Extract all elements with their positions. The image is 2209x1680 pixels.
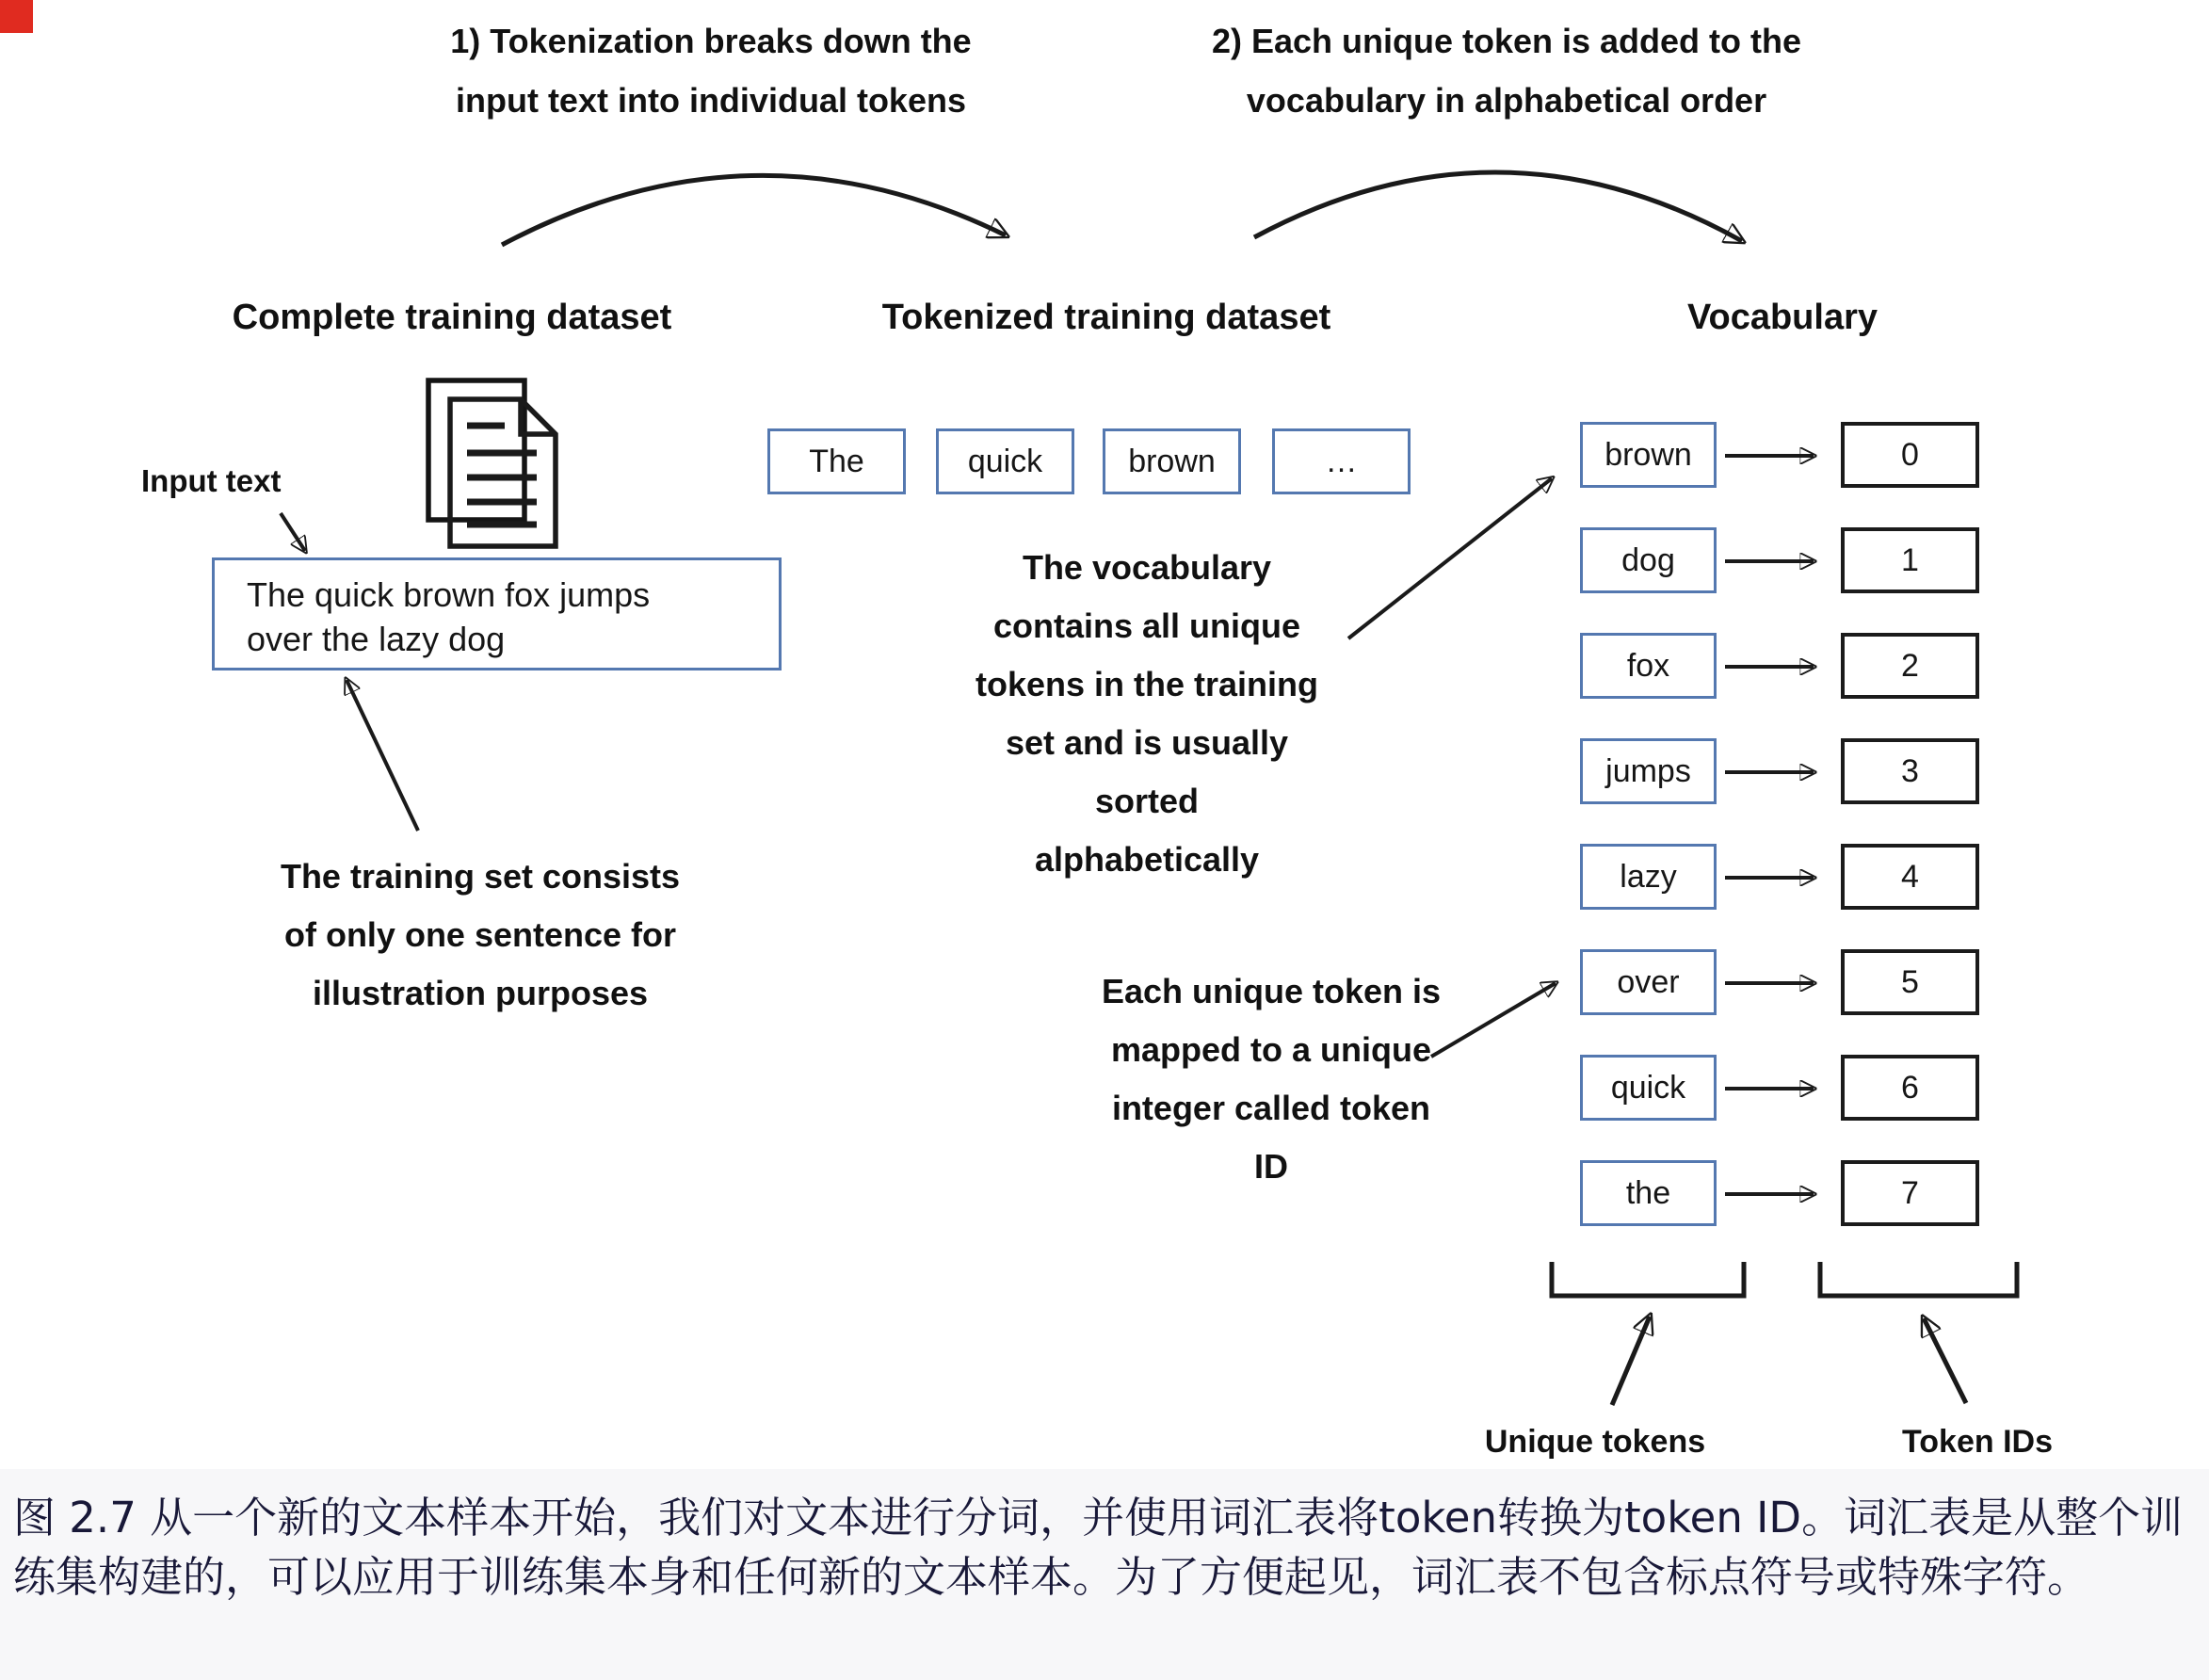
vocab-row bbox=[1580, 527, 1979, 593]
figure-caption: 图 2.7 从一个新的文本样本开始，我们对文本进行分词，并使用词汇表将token转换为token ID。词汇表是从整个训练集构建的，可以应用于训练集本身和任何新的文本样本。为了方便起见，词汇表不包含标点符号或特殊字符。 bbox=[13, 1493, 2184, 1602]
vocab-row bbox=[1580, 633, 1979, 699]
vocab-row bbox=[1580, 949, 1979, 1015]
vocab-token-box bbox=[1580, 844, 1717, 910]
token-id-box bbox=[1841, 1160, 1979, 1226]
vocab-row bbox=[1580, 1160, 1979, 1226]
header-complete-training-dataset: Complete training dataset bbox=[232, 298, 672, 337]
token-id-label: 6 bbox=[1901, 1069, 1919, 1106]
token-id-box bbox=[1841, 844, 1979, 910]
token-label: … bbox=[1325, 443, 1358, 479]
token-id-label: 7 bbox=[1901, 1174, 1919, 1211]
token-label: The bbox=[809, 443, 864, 479]
vocab-row bbox=[1580, 738, 1979, 804]
vocab-token-label: dog bbox=[1621, 541, 1675, 578]
token-id-label: 0 bbox=[1901, 436, 1919, 473]
token-id-label: 5 bbox=[1901, 963, 1919, 1000]
arrow-right-icon bbox=[1723, 970, 1836, 996]
token-id-box bbox=[1841, 633, 1979, 699]
token-id-box bbox=[1841, 527, 1979, 593]
vocab-note-arrow bbox=[1348, 478, 1552, 638]
training-set-note: The training set consists of only one sentence for illustration purposes bbox=[280, 857, 681, 1012]
figure-caption-area bbox=[0, 1469, 2209, 1680]
header-vocabulary: Vocabulary bbox=[1686, 298, 1878, 337]
token-id-label: 3 bbox=[1901, 752, 1919, 789]
header-tokenized-training-dataset: Tokenized training dataset bbox=[881, 298, 1331, 337]
token-id-label: 2 bbox=[1901, 647, 1919, 684]
vocabulary-note: The vocabulary contains all unique tokens in the training set and is usually sorted alphabetically bbox=[975, 548, 1319, 879]
token-label: brown bbox=[1128, 443, 1216, 479]
arrow-right-icon bbox=[1723, 1181, 1836, 1207]
vocab-token-label: fox bbox=[1626, 647, 1670, 684]
token-box bbox=[936, 428, 1074, 494]
input-label-arrow bbox=[281, 513, 305, 551]
token-label: quick bbox=[967, 443, 1043, 479]
vocab-token-label: quick bbox=[1610, 1069, 1686, 1106]
arrow-right-icon bbox=[1723, 864, 1836, 891]
token-id-box bbox=[1841, 422, 1979, 488]
token-id-box bbox=[1841, 1055, 1979, 1121]
arrow-right-icon bbox=[1723, 654, 1836, 680]
arrow-right-icon bbox=[1723, 759, 1836, 785]
arrow-right-icon bbox=[1723, 548, 1836, 574]
vocab-token-label: the bbox=[1625, 1174, 1671, 1211]
vocab-token-box bbox=[1580, 527, 1717, 593]
vocab-token-label: lazy bbox=[1620, 858, 1677, 895]
training-note-arrow bbox=[347, 680, 418, 831]
arrow-right-icon bbox=[1723, 443, 1836, 469]
token-ids-label: Token IDs bbox=[1902, 1424, 2053, 1460]
input-text-label: Input text bbox=[141, 463, 282, 498]
token-box bbox=[767, 428, 906, 494]
vocab-token-box bbox=[1580, 738, 1717, 804]
unique-tokens-label: Unique tokens bbox=[1484, 1424, 1706, 1460]
step2-annotation: 2) Each unique token is added to the vocabulary in alphabetical order bbox=[1211, 22, 1802, 120]
token-box bbox=[1272, 428, 1411, 494]
vocab-token-label: jumps bbox=[1605, 752, 1691, 789]
token-id-label: 1 bbox=[1901, 541, 1919, 578]
step1-annotation: 1) Tokenization breaks down the input text into individual tokens bbox=[450, 22, 972, 120]
vocab-token-box bbox=[1580, 633, 1717, 699]
vocab-row bbox=[1580, 1055, 1979, 1121]
vocab-token-box bbox=[1580, 422, 1717, 488]
step1-curved-arrow bbox=[502, 175, 1006, 245]
vocab-token-label: brown bbox=[1604, 436, 1692, 473]
token-id-box bbox=[1841, 949, 1979, 1015]
vocab-token-box bbox=[1580, 1055, 1717, 1121]
token-id-box bbox=[1841, 738, 1979, 804]
vocab-row bbox=[1580, 422, 1979, 488]
token-id-note: Each unique token is mapped to a unique integer called token ID bbox=[1101, 972, 1442, 1186]
arrow-right-icon bbox=[1723, 1075, 1836, 1102]
token-id-label: 4 bbox=[1901, 858, 1919, 895]
input-sentence-box: The quick brown fox jumps over the lazy dog bbox=[212, 557, 782, 670]
vocab-token-box bbox=[1580, 1160, 1717, 1226]
vocab-token-box bbox=[1580, 949, 1717, 1015]
recording-indicator bbox=[0, 0, 33, 33]
vocab-token-label: over bbox=[1617, 963, 1680, 1000]
token-box bbox=[1103, 428, 1241, 494]
vocab-row bbox=[1580, 844, 1979, 910]
